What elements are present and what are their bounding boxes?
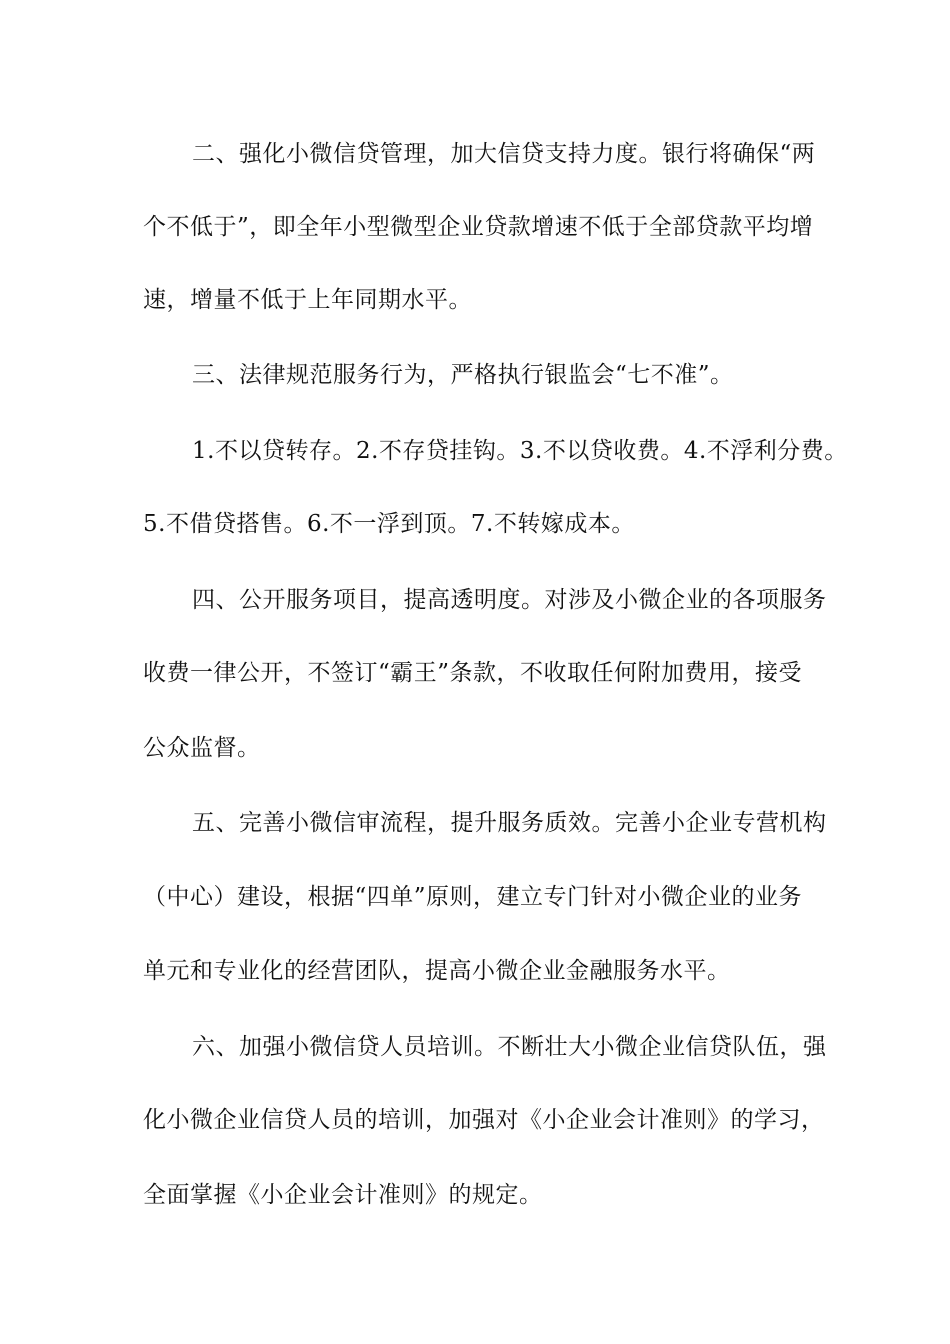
- text-line: 5.不借贷搭售。6.不一浮到顶。7.不转嫁成本。: [143, 511, 635, 537]
- text-line: 1.不以贷转存。2.不存贷挂钩。3.不以贷收费。4.不浮利分费。: [192, 438, 848, 464]
- text-line: 公众监督。: [143, 735, 261, 761]
- text-line: （中心）建设，根据“四单”原则，建立专门针对小微企业的业务: [143, 884, 803, 910]
- text-line: 五、完善小微信审流程，提升服务质效。完善小企业专营机构: [192, 810, 827, 836]
- text-line: 化小微企业信贷人员的培训，加强对《小企业会计准则》的学习，: [143, 1107, 825, 1133]
- text-line: 三、法律规范服务行为，严格执行银监会“七不准”。: [192, 362, 734, 388]
- text-line: 单元和专业化的经营团队，提高小微企业金融服务水平。: [143, 958, 731, 984]
- text-line: 四、公开服务项目，提高透明度。对涉及小微企业的各项服务: [192, 587, 827, 613]
- text-line: 六、加强小微信贷人员培训。不断壮大小微企业信贷队伍，强: [192, 1034, 827, 1060]
- text-line: 全面掌握《小企业会计准则》的规定。: [143, 1182, 543, 1208]
- text-line: 个不低于”，即全年小型微型企业贷款增速不低于全部贷款平均增: [143, 214, 814, 240]
- text-line: 速，增量不低于上年同期水平。: [143, 287, 472, 313]
- text-line: 收费一律公开，不签订“霸王”条款，不收取任何附加费用，接受: [143, 660, 803, 686]
- text-line: 二、强化小微信贷管理，加大信贷支持力度。银行将确保“两: [192, 141, 816, 167]
